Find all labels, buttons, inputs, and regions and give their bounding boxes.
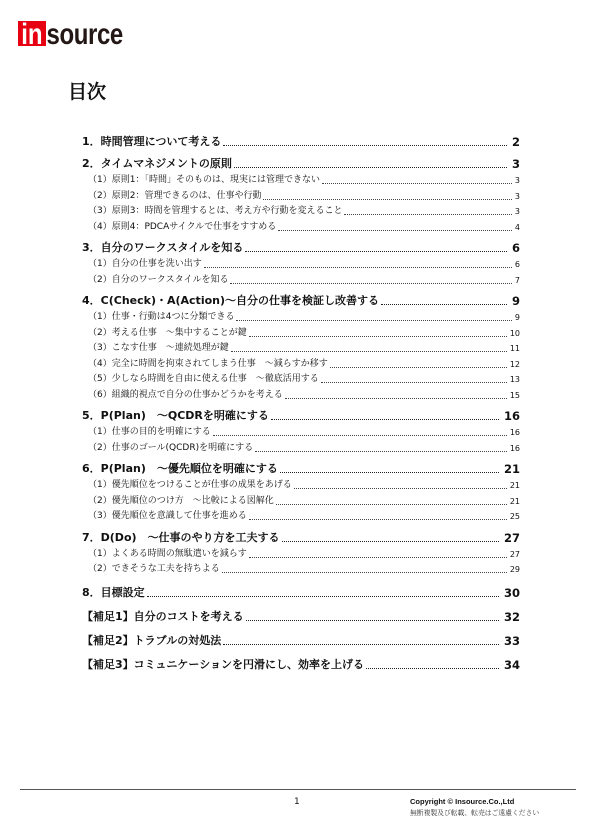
toc-section-4-4 — [82, 357, 520, 373]
toc-page-number: 27 — [503, 530, 520, 545]
logo-prefix: in — [18, 21, 46, 46]
dot-leader — [294, 488, 507, 489]
toc-entry-title: （5）少しなら時間を自由に使える仕事 ～徹底活用する — [88, 374, 319, 384]
insource-logo — [18, 21, 123, 46]
toc-section-7-2 — [82, 562, 520, 578]
toc-supplement-1 — [82, 608, 520, 626]
toc-section-5-2 — [82, 441, 520, 457]
logo-suffix: source — [46, 21, 123, 46]
toc-chapter-4 — [82, 292, 520, 310]
toc-page-number: 3 — [514, 191, 520, 201]
footer-page-number: 1 — [294, 797, 300, 807]
toc-page-number: 11 — [509, 344, 520, 353]
dot-leader — [276, 504, 507, 505]
dot-leader — [246, 620, 499, 621]
toc-entry-title: 4．C(Check)・A(Action)～自分の仕事を検証し改善する — [82, 294, 379, 307]
toc-entry-title: 【補足1】自分のコストを考える — [82, 609, 244, 623]
toc-entry-title: （2）考える仕事 ～集中することが鍵 — [88, 327, 247, 338]
toc-page-number: 21 — [509, 481, 520, 490]
toc-section-4-2 — [82, 326, 520, 342]
toc-entry-title: 7．D(Do) ～仕事のやり方を工夫する — [82, 530, 280, 544]
dot-leader — [222, 572, 507, 573]
dot-leader — [322, 183, 512, 184]
toc-section-4-1 — [82, 310, 520, 326]
toc-entry-title: 6．P(Plan) ～優先順位を明確にする — [82, 462, 278, 475]
dot-leader — [223, 644, 499, 645]
dot-leader — [213, 435, 507, 436]
table-of-contents — [82, 129, 520, 674]
toc-section-7-1 — [82, 547, 520, 563]
toc-page-number: 9 — [511, 294, 520, 308]
toc-page-number: 3 — [514, 207, 520, 216]
toc-section-2-3 — [82, 204, 520, 220]
dot-leader — [263, 199, 511, 200]
toc-entry-title: （1）自分の仕事を洗い出す — [88, 259, 202, 269]
toc-entry-title: （6）組織的視点で自分の仕事かどうかを考える — [88, 389, 283, 400]
toc-entry-title: 8．目標設定 — [82, 585, 145, 599]
toc-page-number: 3 — [514, 176, 520, 185]
dot-leader — [234, 167, 507, 168]
toc-page-number: 16 — [509, 443, 520, 453]
toc-page-number: 10 — [509, 328, 520, 338]
dot-leader — [271, 419, 499, 420]
toc-section-2-4 — [82, 220, 520, 236]
toc-entry-title: （3）こなす仕事 ～連続処理が鍵 — [88, 343, 229, 353]
toc-page-number: 13 — [509, 375, 520, 384]
dot-leader — [223, 145, 507, 146]
dot-leader — [245, 251, 507, 252]
dot-leader — [249, 519, 507, 520]
dot-leader — [236, 320, 511, 321]
toc-entry-title: （1）優先順位をつけることが仕事の成果をあげる — [88, 480, 292, 490]
dot-leader — [278, 230, 512, 231]
toc-chapter-2 — [82, 155, 520, 173]
toc-entry-title: 2．タイムマネジメントの原則 — [82, 157, 232, 170]
footer-divider — [20, 789, 576, 790]
toc-chapter-1 — [82, 133, 520, 151]
toc-entry-title: 1．時間管理について考える — [82, 135, 222, 148]
toc-section-5-1 — [82, 425, 520, 441]
toc-page-number: 9 — [514, 313, 520, 322]
dot-leader — [249, 336, 507, 337]
toc-chapter-3 — [82, 239, 520, 257]
toc-entry-title: （3）原則3：時間を管理するとは、考え方や行動を変えること — [88, 206, 343, 216]
toc-page-number: 21 — [503, 462, 520, 476]
dot-leader — [230, 283, 511, 284]
toc-section-2-1 — [82, 173, 520, 189]
dot-leader — [344, 214, 511, 215]
toc-page-number: 21 — [509, 496, 520, 506]
dot-leader — [280, 472, 499, 473]
toc-page-number: 32 — [503, 609, 520, 624]
toc-page-number: 30 — [503, 585, 520, 600]
toc-supplement-2 — [82, 632, 520, 650]
toc-entry-title: （2）仕事のゴール(QCDR)を明確にする — [88, 442, 254, 453]
footer-notice: 無断複製及び転載、転売はご遠慮ください — [410, 809, 540, 817]
dot-leader — [249, 557, 507, 558]
toc-page-number: 7 — [514, 275, 520, 285]
toc-entry-title: （2）優先順位のつけ方 ～比較による図解化 — [88, 495, 274, 506]
toc-supplement-3 — [82, 656, 520, 674]
dot-leader — [231, 351, 507, 352]
toc-section-6-2 — [82, 494, 520, 510]
toc-entry-title: （4）原則4：PDCAサイクルで仕事をすすめる — [88, 221, 277, 232]
toc-page-number: 4 — [514, 222, 520, 232]
dot-leader — [330, 367, 507, 368]
toc-entry-title: （2）自分のワークスタイルを知る — [88, 274, 229, 285]
toc-page-number: 15 — [509, 390, 520, 400]
toc-page-number: 6 — [514, 260, 520, 269]
toc-entry-title: （2）できそうな工夫を持ちよる — [88, 564, 220, 574]
toc-chapter-5 — [82, 407, 520, 425]
toc-entry-title: 【補足3】コミュニケーションを円滑にし、効率を上げる — [82, 657, 364, 671]
toc-entry-title: （3）優先順位を意識して仕事を進める — [88, 511, 247, 521]
page-title: 目次 — [68, 81, 107, 103]
dot-leader — [321, 382, 507, 383]
toc-section-3-1 — [82, 257, 520, 273]
toc-entry-title: （2）原則2：管理できるのは、仕事や行動 — [88, 190, 262, 201]
toc-chapter-6 — [82, 460, 520, 478]
toc-section-4-6 — [82, 388, 520, 404]
toc-section-6-3 — [82, 509, 520, 525]
dot-leader — [204, 267, 512, 268]
toc-section-4-5 — [82, 372, 520, 388]
footer-copyright: Copyright © Insource.Co.,Ltd — [410, 797, 515, 806]
toc-entry-title: 5．P(Plan) ～QCDRを明確にする — [82, 409, 269, 422]
toc-section-2-2 — [82, 189, 520, 205]
dot-leader — [366, 668, 499, 669]
dot-leader — [381, 304, 507, 305]
toc-section-6-1 — [82, 478, 520, 494]
toc-page-number: 27 — [509, 549, 520, 559]
toc-entry-title: （1）原則1：「時間」そのものは、現実には管理できない — [88, 175, 320, 185]
toc-entry-title: （1）仕事・行動は4つに分類できる — [88, 312, 235, 322]
toc-page-number: 2 — [511, 135, 520, 149]
toc-page-number: 16 — [509, 428, 520, 437]
toc-page-number: 34 — [503, 657, 520, 672]
dot-leader — [282, 541, 499, 542]
toc-page-number: 16 — [503, 409, 520, 423]
toc-page-number: 33 — [503, 633, 520, 648]
toc-entry-title: （4）完全に時間を拘束されてしまう仕事 ～減らすか移す — [88, 358, 328, 369]
toc-section-4-3 — [82, 341, 520, 357]
toc-entry-title: 3．自分のワークスタイルを知る — [82, 241, 244, 254]
toc-chapter-8 — [82, 584, 520, 602]
toc-page-number: 29 — [509, 565, 520, 574]
toc-entry-title: （1）よくある時間の無駄遣いを減らす — [88, 548, 247, 559]
toc-page-number: 25 — [509, 512, 520, 521]
dot-leader — [255, 451, 507, 452]
toc-section-3-2 — [82, 273, 520, 289]
toc-page-number: 12 — [509, 359, 520, 369]
dot-leader — [147, 596, 499, 597]
toc-page-number: 3 — [511, 157, 520, 171]
toc-chapter-7 — [82, 529, 520, 547]
toc-page-number: 6 — [511, 241, 520, 255]
toc-entry-title: 【補足2】トラブルの対処法 — [82, 633, 222, 647]
toc-entry-title: （1）仕事の目的を明確にする — [88, 427, 211, 437]
dot-leader — [285, 398, 507, 399]
